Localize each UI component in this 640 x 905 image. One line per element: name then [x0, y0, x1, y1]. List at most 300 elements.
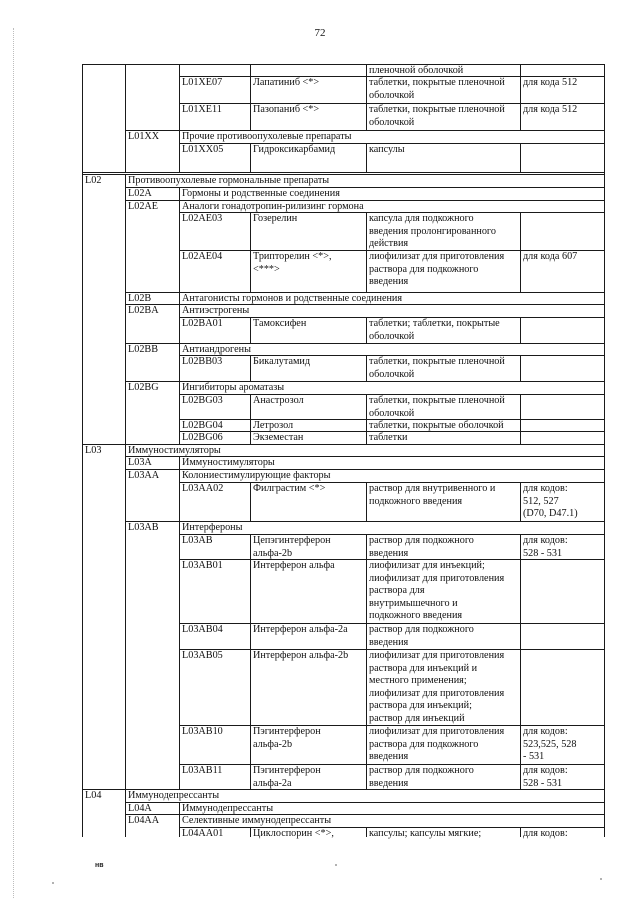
column-rule [179, 317, 180, 343]
column-rule [179, 292, 180, 304]
drug-note-line: для кодов: [523, 765, 568, 776]
column-rule [366, 103, 367, 130]
column-rule [125, 355, 126, 381]
dosage-form [369, 213, 518, 251]
drug-name [253, 213, 364, 226]
column-rule [520, 394, 521, 419]
column-rule [125, 559, 126, 623]
column-rule [179, 64, 180, 76]
column-rule [179, 130, 180, 143]
drug-atc-code: L02AE03 [182, 213, 223, 224]
dosage-form-line: лиофилизат для приготовления [369, 251, 505, 262]
column-rule [125, 187, 126, 200]
dosage-form [369, 432, 518, 445]
atc-subgroup-code: L03A [128, 457, 152, 468]
column-rule [520, 431, 521, 444]
dosage-form-line: оболочкой [369, 89, 415, 101]
atc-subgroup-name: Гормоны и родственные соединения [182, 188, 340, 199]
dosage-form-line: оболочкой [369, 368, 415, 380]
column-rule [179, 559, 180, 623]
dosage-form-line: раствор для подкожного [369, 535, 474, 546]
dosage-form-line: капсула для подкожного [369, 213, 474, 224]
drug-atc-code: L01XX05 [182, 144, 224, 155]
drug-note-line: (D70, D47.1) [523, 508, 578, 519]
dosage-form-line: подкожного введения [369, 610, 463, 621]
dosage-form [369, 77, 518, 102]
column-rule [179, 103, 180, 130]
atc-subgroup-code: L03AA [128, 470, 160, 481]
drug-note-line: 523,525, 528 [523, 738, 577, 750]
column-rule [179, 814, 180, 827]
column-rule [125, 103, 126, 130]
dosage-form-line: раствор для инъекций [369, 712, 465, 724]
dosage-form [369, 395, 518, 420]
dosage-form-line: таблетки, покрытые пленочной [369, 395, 505, 406]
column-rule [179, 802, 180, 814]
dosage-form-line: пленочной оболочкой [369, 65, 464, 76]
section-gap-rule [82, 172, 605, 173]
drug-name [253, 432, 364, 445]
dosage-form-line: таблетки, покрытые пленочной [369, 77, 505, 88]
dosage-form-line: внутримышечного и [369, 597, 458, 609]
drug-name [253, 726, 364, 751]
column-rule [250, 355, 251, 381]
dosage-form-line: таблетки, покрытые оболочкой [369, 420, 504, 431]
column-rule [179, 419, 180, 431]
column-rule [366, 431, 367, 444]
drug-name-line: Пэгинтерферон [253, 765, 321, 776]
drug-note [523, 251, 602, 264]
column-rule [250, 764, 251, 789]
drug-name [253, 535, 364, 560]
drug-name [253, 251, 364, 276]
column-rule [179, 623, 180, 649]
footer-mark: нв [95, 862, 104, 869]
dosage-form-line: введения [369, 547, 409, 559]
column-rule [520, 143, 521, 172]
drug-atc-code: L02BG06 [182, 432, 223, 443]
column-rule [250, 431, 251, 444]
dosage-form [369, 483, 518, 508]
column-rule [250, 394, 251, 419]
column-rule [366, 559, 367, 623]
drug-atc-code: L02BB03 [182, 356, 223, 367]
drug-name-line: Филграстим <*> [253, 483, 326, 494]
column-rule [366, 250, 367, 292]
column-rule [125, 649, 126, 725]
drug-name-line: альфа-2b [253, 547, 293, 559]
dosage-form-line: раствора для инъекций и [369, 662, 478, 674]
drug-note-line: для кодов: [523, 483, 568, 494]
drug-note-line: для кодов: [523, 535, 568, 546]
drug-name [253, 356, 364, 369]
dosage-form [369, 144, 518, 157]
drug-name-line: Экземестан [253, 432, 304, 443]
drug-note [523, 77, 602, 90]
column-rule [250, 212, 251, 250]
drug-name-line: Бикалутамид [253, 356, 311, 367]
column-rule [366, 419, 367, 431]
column-rule [366, 76, 367, 103]
column-rule [125, 444, 126, 456]
dosage-form-line: введения [369, 276, 409, 287]
column-rule [520, 103, 521, 130]
column-rule [366, 64, 367, 76]
column-rule [125, 534, 126, 559]
drug-name-line: Гидроксикарбамид [253, 144, 336, 155]
dosage-form-line: лиофилизат для инъекций; [369, 560, 485, 571]
drug-note-line: для кода 607 [523, 251, 578, 262]
dosage-form [369, 828, 518, 841]
dosage-form-line: капсулы; капсулы мягкие; [369, 828, 482, 839]
atc-subgroup-code: L02A [128, 188, 152, 199]
column-rule [179, 355, 180, 381]
column-rule [366, 764, 367, 789]
atc-level-1-code: L02 [85, 175, 102, 186]
drug-atc-code: L02BA01 [182, 318, 223, 329]
dosage-form-line: раствора для [369, 585, 425, 596]
dosage-form-line: раствор для подкожного [369, 624, 474, 635]
column-rule [125, 521, 126, 534]
atc-subgroup-name: Селективные иммунодепрессанты [182, 815, 332, 826]
table-left-border [82, 64, 83, 837]
column-rule [125, 250, 126, 292]
column-rule [520, 623, 521, 649]
column-rule [179, 725, 180, 764]
dosage-form [369, 356, 518, 381]
column-rule [125, 814, 126, 827]
drug-name-line: Интерферон альфа-2b [253, 650, 349, 661]
drug-table [82, 65, 604, 839]
column-rule [250, 64, 251, 76]
column-rule [520, 764, 521, 789]
column-rule [179, 827, 180, 837]
drug-name-line: Гозерелин [253, 213, 298, 224]
dosage-form-line: лиофилизат для приготовления [369, 572, 505, 584]
dosage-form-line: раствора для инъекций; [369, 700, 472, 711]
dosage-form-line: оболочкой [369, 116, 415, 128]
column-rule [125, 317, 126, 343]
column-rule [125, 469, 126, 482]
dosage-form-line: капсулы [369, 144, 405, 155]
column-rule [250, 482, 251, 521]
drug-name [253, 483, 364, 496]
column-rule [250, 827, 251, 837]
drug-atc-code: L01XE11 [182, 104, 222, 115]
atc-level-1-name: Иммунодепрессанты [128, 790, 220, 801]
column-rule [520, 76, 521, 103]
dosage-form-line: местного применения; [369, 675, 467, 686]
page-number: 72 [314, 27, 326, 39]
column-rule [179, 250, 180, 292]
column-rule [179, 521, 180, 534]
column-rule [179, 394, 180, 419]
dosage-form-line: введения [369, 751, 409, 762]
column-rule [179, 304, 180, 317]
column-rule [250, 649, 251, 725]
column-rule [520, 419, 521, 431]
drug-note-line: для кодов: [523, 726, 568, 737]
column-rule [250, 250, 251, 292]
atc-subgroup-code: L02BA [128, 305, 159, 316]
dosage-form [369, 560, 518, 623]
atc-subgroup-code: L02B [128, 293, 152, 304]
column-rule [520, 827, 521, 837]
dosage-form [369, 104, 518, 129]
column-rule [366, 212, 367, 250]
drug-name-line: Цепэгинтерферон [253, 535, 331, 546]
column-rule [125, 212, 126, 250]
drug-atc-code: L03AB04 [182, 624, 223, 635]
drug-note-line: 528 - 531 [523, 777, 563, 789]
column-rule [250, 725, 251, 764]
column-rule [179, 200, 180, 212]
column-rule [125, 292, 126, 304]
column-rule [366, 355, 367, 381]
column-rule [125, 764, 126, 789]
column-rule [125, 343, 126, 355]
column-rule [366, 534, 367, 559]
column-rule [179, 482, 180, 521]
column-rule [125, 64, 126, 76]
dosage-form-line: введения [369, 636, 409, 648]
drug-atc-code: L02BG04 [182, 420, 223, 431]
drug-note [523, 104, 602, 117]
column-rule [125, 381, 126, 394]
drug-name [253, 765, 364, 790]
dosage-form-line: лиофилизат для приготовления [369, 726, 505, 737]
dosage-form [369, 318, 518, 343]
drug-atc-code: L01XE07 [182, 77, 223, 88]
column-rule [250, 623, 251, 649]
drug-note-line: - 531 [523, 751, 545, 762]
dosage-form-line: оболочкой [369, 407, 415, 419]
atc-subgroup-name: Аналоги гонадотропин-рилизинг гормона [182, 201, 364, 212]
column-rule [520, 725, 521, 764]
atc-subgroup-name: Антиандрогены [182, 344, 251, 355]
column-rule [520, 64, 521, 76]
dosage-form-line: таблетки, покрытые пленочной [369, 104, 505, 115]
drug-atc-code: L03AA02 [182, 483, 224, 494]
drug-note-line: для кодов: [523, 828, 568, 839]
column-rule [250, 317, 251, 343]
atc-subgroup-code: L01XX [128, 131, 160, 142]
drug-atc-code: L03AB01 [182, 560, 223, 571]
dosage-form-line: введения пролонгированного [369, 225, 496, 237]
dosage-form-line: лиофилизат для приготовления [369, 687, 505, 699]
dosage-form-line: оболочкой [369, 330, 415, 342]
column-rule [520, 250, 521, 292]
atc-subgroup-code: L02BB [128, 344, 159, 355]
drug-name [253, 624, 364, 637]
column-rule [366, 317, 367, 343]
column-rule [366, 649, 367, 725]
drug-note [523, 726, 602, 764]
column-rule [520, 534, 521, 559]
column-rule [520, 559, 521, 623]
drug-name-line: Интерферон альфа-2а [253, 624, 348, 635]
drug-name-line: Пазопаниб <*> [253, 104, 320, 115]
column-rule [125, 419, 126, 431]
column-rule [179, 381, 180, 394]
atc-subgroup-code: L04AA [128, 815, 160, 826]
atc-subgroup-name: Ингибиторы ароматазы [182, 382, 285, 393]
column-rule [179, 764, 180, 789]
dosage-form [369, 765, 518, 790]
column-rule [366, 482, 367, 521]
dosage-form-line: подкожного введения [369, 495, 463, 507]
column-rule [179, 76, 180, 103]
atc-subgroup-name: Прочие противоопухолевые препараты [182, 131, 352, 142]
column-rule [125, 304, 126, 317]
column-rule [366, 827, 367, 837]
column-rule [520, 355, 521, 381]
dosage-form [369, 624, 518, 649]
column-rule [250, 103, 251, 130]
column-rule [179, 143, 180, 172]
drug-name-line: Лапатиниб <*> [253, 77, 320, 88]
column-rule [520, 649, 521, 725]
column-rule [366, 623, 367, 649]
column-rule [179, 212, 180, 250]
drug-name [253, 560, 364, 573]
column-rule [520, 482, 521, 521]
column-rule [125, 725, 126, 764]
drug-atc-code: L03AB05 [182, 650, 223, 661]
atc-subgroup-name: Иммуностимуляторы [182, 457, 275, 468]
drug-name [253, 318, 364, 331]
dosage-form-line: таблетки [369, 432, 408, 443]
column-rule [250, 76, 251, 103]
drug-note [523, 483, 602, 521]
column-rule [520, 317, 521, 343]
drug-note [523, 828, 602, 841]
atc-subgroup-code: L04A [128, 803, 152, 814]
column-rule [366, 394, 367, 419]
column-rule [125, 802, 126, 814]
drug-name-line: Летрозол [253, 420, 294, 431]
atc-subgroup-code: L03AB [128, 522, 159, 533]
drug-name-line: Пэгинтерферон [253, 726, 321, 737]
column-rule [520, 212, 521, 250]
column-rule [125, 394, 126, 419]
drug-name-line: Трипторелин <*>, [253, 251, 332, 262]
table-right-border [604, 64, 605, 837]
column-rule [250, 534, 251, 559]
column-rule [125, 130, 126, 143]
drug-name-line: Анастрозол [253, 395, 304, 406]
dosage-form-line: лиофилизат для приготовления [369, 650, 505, 661]
column-rule [125, 623, 126, 649]
scan-speck [600, 878, 602, 880]
drug-name-line: альфа-2а [253, 777, 292, 789]
column-rule [250, 559, 251, 623]
column-rule [179, 534, 180, 559]
drug-name [253, 104, 364, 117]
column-rule [250, 419, 251, 431]
dosage-form-line: раствор для внутривенного и [369, 483, 496, 494]
table-top-rule [82, 64, 605, 65]
dosage-form-line: раствора для подкожного [369, 263, 479, 275]
atc-subgroup-name: Антиэстрогены [182, 305, 250, 316]
atc-subgroup-code: L02BG [128, 382, 159, 393]
drug-name-line: <***> [253, 263, 280, 275]
column-rule [125, 76, 126, 103]
column-rule [179, 343, 180, 355]
dosage-form [369, 650, 518, 725]
column-rule [125, 174, 126, 187]
drug-name-line: Тамоксифен [253, 318, 307, 329]
column-rule [179, 649, 180, 725]
drug-note [523, 765, 602, 790]
dosage-form-line: таблетки, покрытые пленочной [369, 356, 505, 367]
column-rule [125, 431, 126, 444]
column-rule [179, 469, 180, 482]
column-rule [125, 789, 126, 802]
drug-name [253, 828, 364, 841]
scan-speck [335, 864, 337, 866]
drug-name [253, 77, 364, 90]
drug-atc-code: L03AB11 [182, 765, 223, 776]
column-rule [125, 456, 126, 469]
drug-note [523, 535, 602, 560]
atc-subgroup-name: Антагонисты гормонов и родственные соединения [182, 293, 403, 304]
dosage-form [369, 726, 518, 764]
drug-name-line: альфа-2b [253, 738, 293, 750]
dosage-form-line: введения [369, 777, 409, 789]
dosage-form-line: раствор для подкожного [369, 765, 474, 776]
column-rule [179, 456, 180, 469]
drug-name [253, 144, 364, 157]
column-rule [125, 482, 126, 521]
dosage-form-line: действия [369, 238, 409, 249]
drug-atc-code: L03AB10 [182, 726, 223, 737]
column-rule [179, 187, 180, 200]
drug-atc-code: L04AA01 [182, 828, 224, 839]
column-rule [179, 431, 180, 444]
drug-atc-code: L03AB [182, 535, 213, 546]
drug-note-line: 528 - 531 [523, 547, 563, 559]
atc-level-1-code: L03 [85, 445, 102, 456]
atc-subgroup-name: Колониестимулирующие факторы [182, 470, 331, 481]
column-rule [125, 200, 126, 212]
drug-name [253, 395, 364, 408]
drug-name-line: Интерферон альфа [253, 560, 335, 571]
column-rule [125, 143, 126, 172]
scan-speck [52, 882, 54, 884]
drug-atc-code: L02BG03 [182, 395, 223, 406]
atc-subgroup-code: L02AE [128, 201, 158, 212]
atc-subgroup-name: Интерфероны [182, 522, 243, 533]
drug-note-line: для кода 512 [523, 104, 578, 115]
drug-atc-code: L02AE04 [182, 251, 223, 262]
column-rule [125, 827, 126, 837]
column-rule [366, 725, 367, 764]
dosage-form-line: таблетки; таблетки, покрытые [369, 318, 500, 329]
atc-level-1-code: L04 [85, 790, 102, 801]
drug-note-line: для кода 512 [523, 77, 578, 88]
atc-subgroup-name: Иммунодепрессанты [182, 803, 274, 814]
column-rule [250, 143, 251, 172]
atc-level-1-name: Иммуностимуляторы [128, 445, 221, 456]
drug-name [253, 650, 364, 663]
drug-note-line: 512, 527 [523, 495, 559, 507]
dosage-form [369, 251, 518, 289]
atc-level-1-name: Противоопухолевые гормональные препараты [128, 175, 330, 186]
dosage-form [369, 535, 518, 560]
column-rule [366, 143, 367, 172]
scan-edge-line [13, 28, 14, 898]
